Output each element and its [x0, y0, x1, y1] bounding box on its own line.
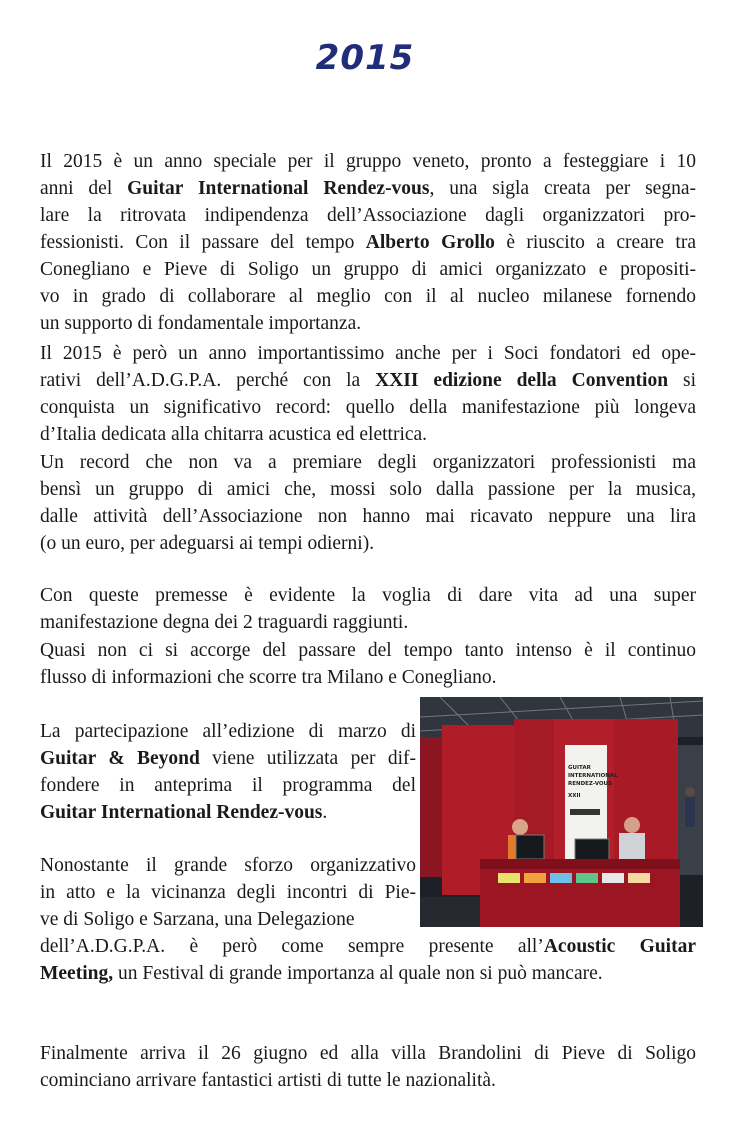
text-line: Finalmente arriva il 26 giugno ed alla villa Brandolini di Pieve di Soligo: [40, 1043, 696, 1064]
page-title: 2015: [315, 38, 415, 78]
text-line: dell’A.D.G.P.A. è però come sempre presente all’Acoustic Guitar: [40, 936, 696, 957]
text-line: in atto e la vicinanza degli incontri di Pie-: [40, 882, 416, 903]
bold-term: Guitar & Beyond: [40, 748, 200, 769]
text-line: un supporto di fondamentale importanza.: [40, 313, 362, 334]
bold-term: Guitar International Rendez-vous: [127, 178, 430, 199]
text-line: Quasi non ci si accorge del passare del tempo tanto intenso è il continuo: [40, 640, 696, 661]
paragraph-villa-brandolini: [40, 1040, 696, 1094]
text-line: manifestazione degna dei 2 traguardi raggiunti.: [40, 612, 409, 633]
banner-line: XXII: [568, 793, 581, 799]
text-line: Meeting, un Festival di grande importanza al quale non si può mancare.: [40, 963, 603, 984]
text-line: rativi dell’A.D.G.P.A. perché con la XXII edizione della Convention si: [40, 370, 696, 391]
paragraph-record: [40, 449, 696, 557]
text-line: fondere in anteprima il programma del: [40, 775, 416, 796]
booth-photo: [420, 697, 703, 927]
booth-photo-illustration: [420, 697, 703, 927]
text-line: bensì un gruppo di amici che, mossi solo dalla passione per la musica,: [40, 479, 696, 500]
text-line: Conegliano e Pieve di Soligo un gruppo di amici organizzato e propositi-: [40, 259, 696, 280]
banner-line: GUITAR: [568, 765, 591, 771]
text-line: Il 2015 è però un anno importantissimo anche per i Soci fondatori ed ope-: [40, 343, 696, 364]
paragraph-acoustic-meeting: [40, 933, 696, 987]
text-line: conquista un significativo record: quello della manifestazione più longeva: [40, 397, 696, 418]
bold-term: Acoustic Guitar: [543, 936, 696, 957]
text-line: cominciano arrivare fantastici artisti di tutte le nazionalità.: [40, 1070, 496, 1091]
text-line: Un record che non va a premiare degli organizzatori professionisti ma: [40, 452, 696, 473]
text-line: Nonostante il grande sforzo organizzativo: [40, 855, 416, 876]
paragraph-delegazione: [40, 852, 416, 933]
text-line: Il 2015 è un anno speciale per il gruppo veneto, pronto a festeggiare i 10: [40, 151, 696, 172]
paragraph-premesse: [40, 582, 696, 636]
text-line: La partecipazione all’edizione di marzo di: [40, 721, 416, 742]
text-line: Guitar & Beyond viene utilizzata per dif-: [40, 748, 416, 769]
text-line: anni del Guitar International Rendez-vous, una sigla creata per segna-: [40, 178, 696, 199]
text-line: lare la ritrovata indipendenza dell’Associazione dagli organizzatori pro-: [40, 205, 696, 226]
bold-term: Alberto Grollo: [365, 232, 495, 253]
text-line: fessionisti. Con il passare del tempo Alberto Grollo è riuscito a creare tra: [40, 232, 696, 253]
text-line: ve di Soligo e Sarzana, una Delegazione: [40, 909, 355, 930]
paragraph-intro: [40, 148, 696, 337]
text-line: d’Italia dedicata alla chitarra acustica ed elettrica.: [40, 424, 428, 445]
text-line: dalle attività dell’Associazione non hanno mai ricavato neppure una lira: [40, 506, 696, 527]
bold-term: Guitar International Rendez-vous: [40, 802, 323, 823]
bold-term: Meeting,: [40, 963, 114, 984]
paragraph-guitar-beyond: [40, 718, 416, 826]
paragraph-convention: [40, 340, 696, 448]
text-line: vo in grado di collaborare al meglio con il al nucleo milanese fornendo: [40, 286, 696, 307]
paragraph-informazioni: [40, 637, 696, 691]
text-line: Guitar International Rendez-vous.: [40, 802, 328, 823]
banner-line: RENDEZ-VOUS: [568, 781, 612, 787]
banner-line: INTERNATIONAL: [568, 773, 618, 779]
text-line: flusso di informazioni che scorre tra Milano e Conegliano.: [40, 667, 497, 688]
text-line: Con queste premesse è evidente la voglia di dare vita ad una super: [40, 585, 696, 606]
text-line: (o un euro, per adeguarsi ai tempi odierni).: [40, 533, 375, 554]
bold-term: XXII edizione della Convention: [375, 370, 669, 391]
